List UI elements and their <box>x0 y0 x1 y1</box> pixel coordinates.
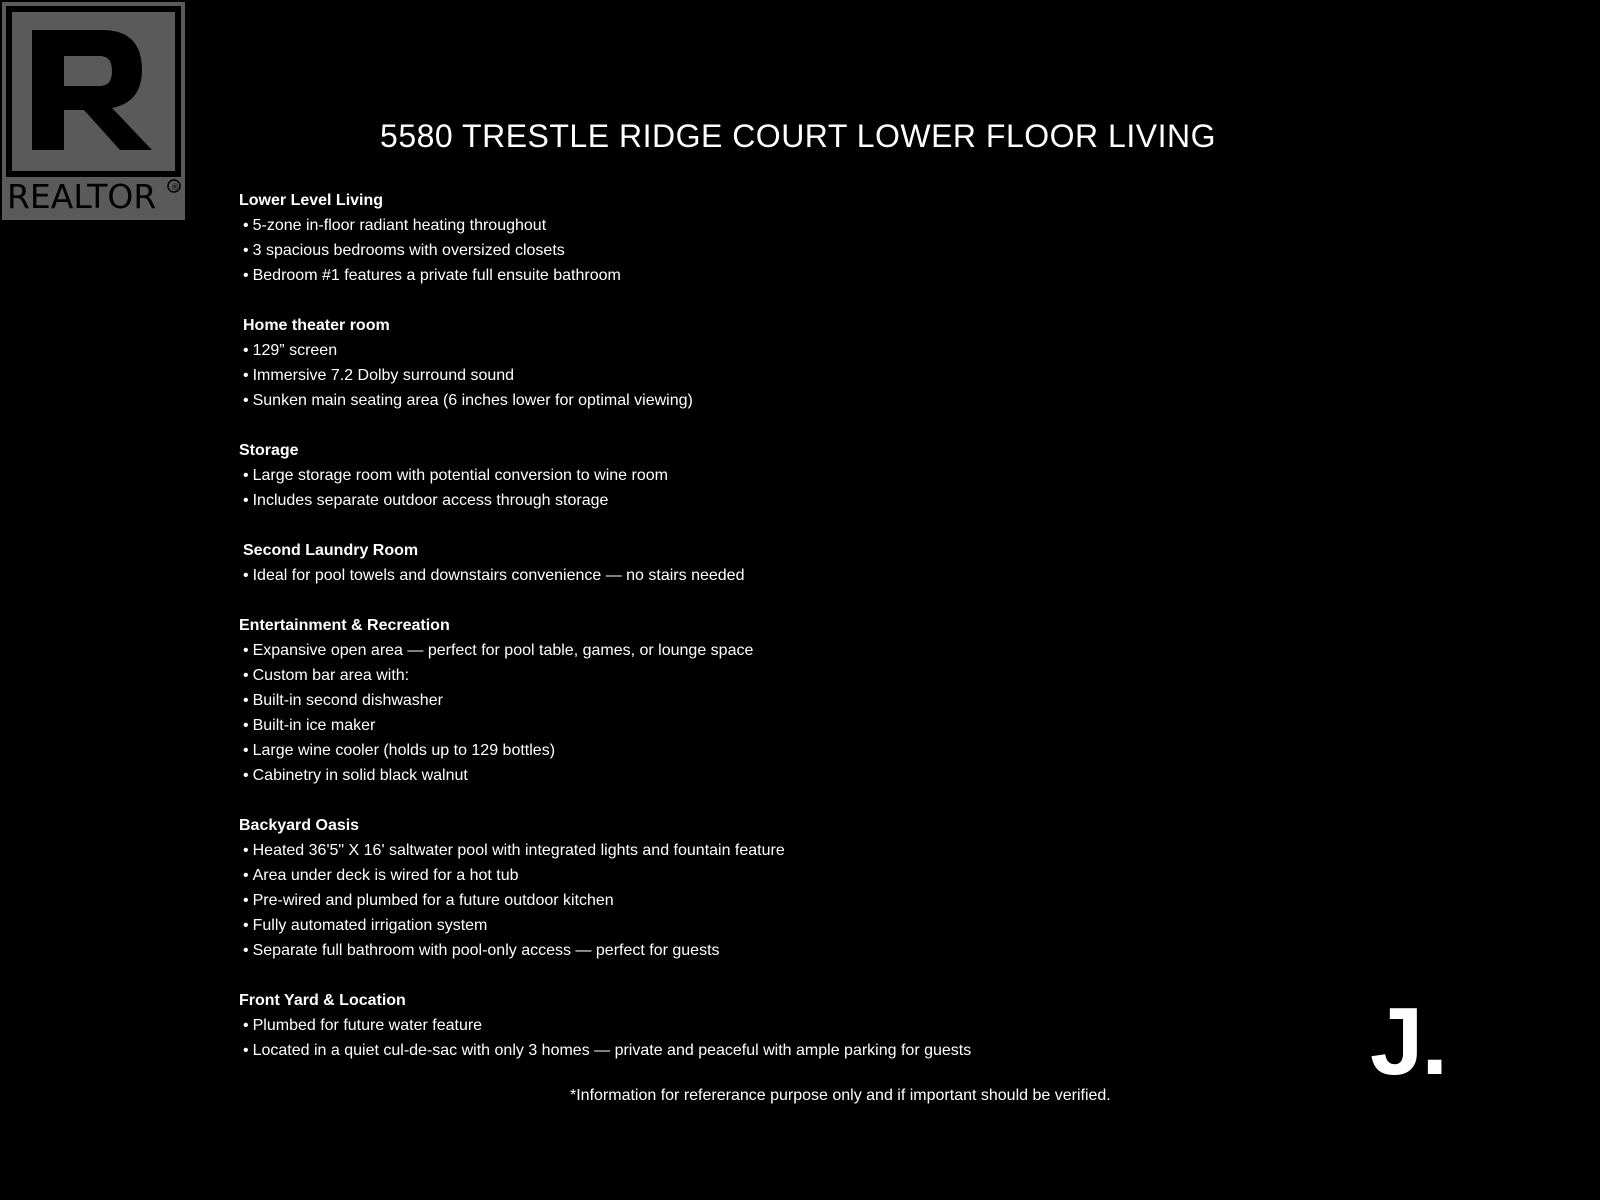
section <box>239 538 1239 588</box>
section-heading: Home theater room <box>243 317 390 334</box>
list-item: • Sunken main seating area (6 inches lower for optimal viewing) <box>239 388 1239 413</box>
section <box>239 988 1239 1063</box>
page-title: 5580 TRESTLE RIDGE COURT LOWER FLOOR LIVING <box>380 118 1216 154</box>
list-item: • Built-in ice maker <box>239 713 1239 738</box>
section-heading: Front Yard & Location <box>239 992 406 1009</box>
list-item: • Separate full bathroom with pool-only access — perfect for guests <box>239 938 1239 963</box>
list-item: • Fully automated irrigation system <box>239 913 1239 938</box>
section <box>239 613 1239 788</box>
brand-mark: J. <box>1370 988 1447 1095</box>
list-item: • 3 spacious bedrooms with oversized closets <box>239 238 1239 263</box>
list-item: • Large storage room with potential conversion to wine room <box>239 463 1239 488</box>
section-heading: Backyard Oasis <box>239 817 360 834</box>
list-item: • Includes separate outdoor access through storage <box>239 488 1239 513</box>
section <box>239 188 1239 288</box>
list-item: • Located in a quiet cul-de-sac with only 3 homes — private and peaceful with ample parking for guests <box>239 1038 1239 1063</box>
list-item: • 5-zone in-floor radiant heating throughout <box>239 213 1239 238</box>
section-heading: Second Laundry Room <box>243 542 419 559</box>
list-item: • Cabinetry in solid black walnut <box>239 763 1239 788</box>
section-list <box>239 638 1239 788</box>
list-item: • Expansive open area — perfect for pool table, games, or lounge space <box>239 638 1239 663</box>
section-list <box>239 463 1239 513</box>
list-item: • 129” screen <box>239 338 1239 363</box>
realtor-logo <box>2 2 185 220</box>
list-item: • Plumbed for future water feature <box>239 1013 1239 1038</box>
realtor-r-icon <box>2 2 185 220</box>
list-item: • Heated 36'5" X 16' saltwater pool with integrated lights and fountain feature <box>239 838 1239 863</box>
section <box>239 313 1239 413</box>
section <box>239 438 1239 513</box>
list-item: • Bedroom #1 features a private full ensuite bathroom <box>239 263 1239 288</box>
list-item: • Large wine cooler (holds up to 129 bottles) <box>239 738 1239 763</box>
disclaimer: *Information for refererance purpose only and if important should be verified. <box>570 1087 1111 1104</box>
realtor-logo-text: REALTOR <box>7 177 157 216</box>
list-item: • Immersive 7.2 Dolby surround sound <box>239 363 1239 388</box>
section-list <box>239 838 1239 963</box>
feature-list <box>239 188 1239 1088</box>
section-list <box>239 213 1239 288</box>
section-heading: Entertainment & Recreation <box>239 617 450 634</box>
registered-mark: ® <box>170 183 180 193</box>
section-heading: Lower Level Living <box>239 192 384 209</box>
list-item: • Custom bar area with: <box>239 663 1239 688</box>
section-list <box>239 338 1239 413</box>
list-item: • Built-in second dishwasher <box>239 688 1239 713</box>
section <box>239 813 1239 963</box>
section-heading: Storage <box>239 442 299 459</box>
list-item: • Pre-wired and plumbed for a future outdoor kitchen <box>239 888 1239 913</box>
section-list <box>239 1013 1239 1063</box>
list-item: • Ideal for pool towels and downstairs convenience — no stairs needed <box>239 563 1239 588</box>
section-list <box>239 563 1239 588</box>
list-item: • Area under deck is wired for a hot tub <box>239 863 1239 888</box>
